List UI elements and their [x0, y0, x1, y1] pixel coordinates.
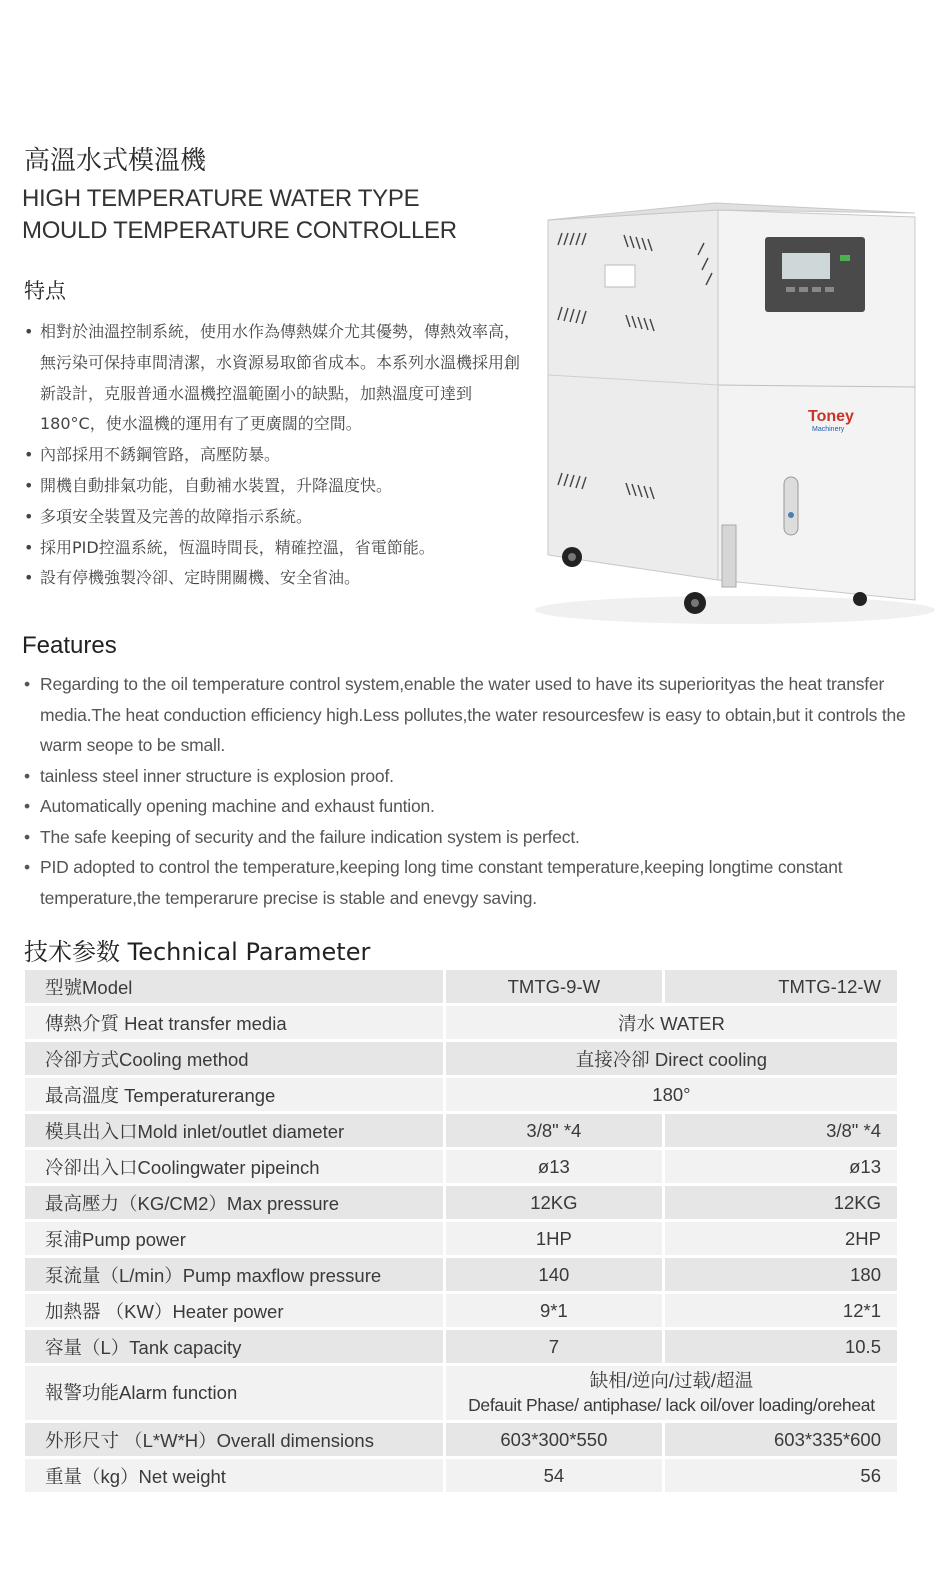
cell-model-12: 2HP [665, 1222, 897, 1255]
table-row [25, 1222, 897, 1255]
cell-shared: 180° [446, 1078, 897, 1111]
cell-model-9: 3/8" *4 [446, 1114, 665, 1147]
row-label: 外形尺寸 （L*W*H）Overall dimensions [25, 1423, 446, 1456]
features-en-list [24, 669, 924, 913]
params-table [25, 967, 897, 1495]
list-item: • 多項安全裝置及完善的故障指示系統。 [24, 502, 524, 533]
table-row [25, 1150, 897, 1183]
cell-model-9: TMTG-9-W [446, 970, 665, 1003]
cell-model-9: 12KG [446, 1186, 665, 1219]
list-item: • 相對於油溫控制系統，使用水作為傳熱媒介尤其優勢，傳熱效率高，無污染可保持車間清潔，水資源易取節省成本。本系列水溫機採用創新設計，克服普通水溫機控溫範圍小的缺點，加熱溫度可達到180°C，使水溫機的運用有了更廣闊的空間。 [24, 317, 524, 440]
alarm-text-cn: 缺相/逆向/过载/超温 [589, 1370, 754, 1391]
cell-shared [446, 1366, 897, 1420]
list-item: • The safe keeping of security and the failure indication system is perfect. [24, 822, 924, 853]
table-row [25, 1366, 897, 1420]
table-row [25, 1423, 897, 1456]
cell-model-9: ø13 [446, 1150, 665, 1183]
cell-model-12: 603*335*600 [665, 1423, 897, 1456]
row-label: 傳熱介質 Heat transfer media [25, 1006, 446, 1039]
cell-model-12: 3/8" *4 [665, 1114, 897, 1147]
row-label: 重量（kg）Net weight [25, 1459, 446, 1492]
cell-model-12: 12KG [665, 1186, 897, 1219]
features-cn-heading: 特点 [24, 279, 66, 303]
row-label: 最高溫度 Temperaturerange [25, 1078, 446, 1111]
list-item: • 設有停機強製冷卻、定時開關機、安全省油。 [24, 563, 524, 594]
table-row [25, 1114, 897, 1147]
features-cn-list [24, 317, 524, 594]
table-row [25, 1006, 897, 1039]
list-item: • 採用PID控溫系統，恆溫時間長，精確控溫，省電節能。 [24, 533, 524, 564]
list-item: • 內部採用不銹鋼管路，高壓防暴。 [24, 440, 524, 471]
row-label: 報警功能Alarm function [25, 1366, 446, 1420]
list-item: • 開機自動排氣功能，自動補水裝置，升降溫度快。 [24, 471, 524, 502]
cell-model-12: ø13 [665, 1150, 897, 1183]
cell-model-9: 9*1 [446, 1294, 665, 1327]
cell-model-9: 140 [446, 1258, 665, 1291]
list-item: • tainless steel inner structure is explosion proof. [24, 761, 924, 792]
cell-model-9: 1HP [446, 1222, 665, 1255]
page-title-en-line1: HIGH TEMPERATURE WATER TYPE [22, 185, 420, 212]
cell-shared: 清水 WATER [446, 1006, 897, 1039]
cell-model-9: 54 [446, 1459, 665, 1492]
cell-model-12: 56 [665, 1459, 897, 1492]
cell-model-9: 7 [446, 1330, 665, 1363]
table-row [25, 1186, 897, 1219]
table-row [25, 1042, 897, 1075]
cell-model-12: 10.5 [665, 1330, 897, 1363]
row-label: 模具出入口Mold inlet/outlet diameter [25, 1114, 446, 1147]
cell-model-12: TMTG-12-W [665, 970, 897, 1003]
cell-shared: 直接冷卻 Direct cooling [446, 1042, 897, 1075]
cell-model-12: 180 [665, 1258, 897, 1291]
machine-image [520, 195, 940, 635]
list-item: • Automatically opening machine and exhaust funtion. [24, 791, 924, 822]
page-title-en [22, 183, 457, 247]
brand-logo: Toney [808, 408, 854, 425]
row-label: 泵流量（L/min）Pump maxflow pressure [25, 1258, 446, 1291]
row-label: 最高壓力（KG/CM2）Max pressure [25, 1186, 446, 1219]
cell-model-9: 603*300*550 [446, 1423, 665, 1456]
cell-model-12: 12*1 [665, 1294, 897, 1327]
table-row [25, 1078, 897, 1111]
row-label: 冷卻出入口Coolingwater pipeinch [25, 1150, 446, 1183]
list-item: • Regarding to the oil temperature control system,enable the water used to have its superiorityas the heat transfer media.The heat conduction efficiency high.Less pollutes,the water resourcesfew is easy to obtain,but it controls the warm seope to be small. [24, 669, 924, 761]
table-row [25, 1330, 897, 1363]
brand-subtitle: Machinery [812, 426, 845, 433]
table-row [25, 1459, 897, 1492]
row-label: 加熱器 （KW）Heater power [25, 1294, 446, 1327]
list-item: • PID adopted to control the temperature,keeping long time constant temperature,keeping longtime constant temperature,the temperarure precise is stable and enevgy saving. [24, 852, 924, 913]
alarm-text-en: Defauit Phase/ antiphase/ lack oil/over loading/oreheat [468, 1395, 875, 1415]
page-title-cn: 高溫水式模溫機 [24, 146, 207, 176]
table-row [25, 970, 897, 1003]
row-label: 容量（L）Tank capacity [25, 1330, 446, 1363]
table-row [25, 1258, 897, 1291]
table-row [25, 1294, 897, 1327]
features-en-heading: Features [22, 632, 117, 659]
row-label: 泵浦Pump power [25, 1222, 446, 1255]
page-title-en-line2: MOULD TEMPERATURE CONTROLLER [22, 217, 457, 244]
row-label: 型號Model [25, 970, 446, 1003]
row-label: 冷卻方式Cooling method [25, 1042, 446, 1075]
params-heading: 技术参数 Technical Parameter [24, 938, 371, 966]
